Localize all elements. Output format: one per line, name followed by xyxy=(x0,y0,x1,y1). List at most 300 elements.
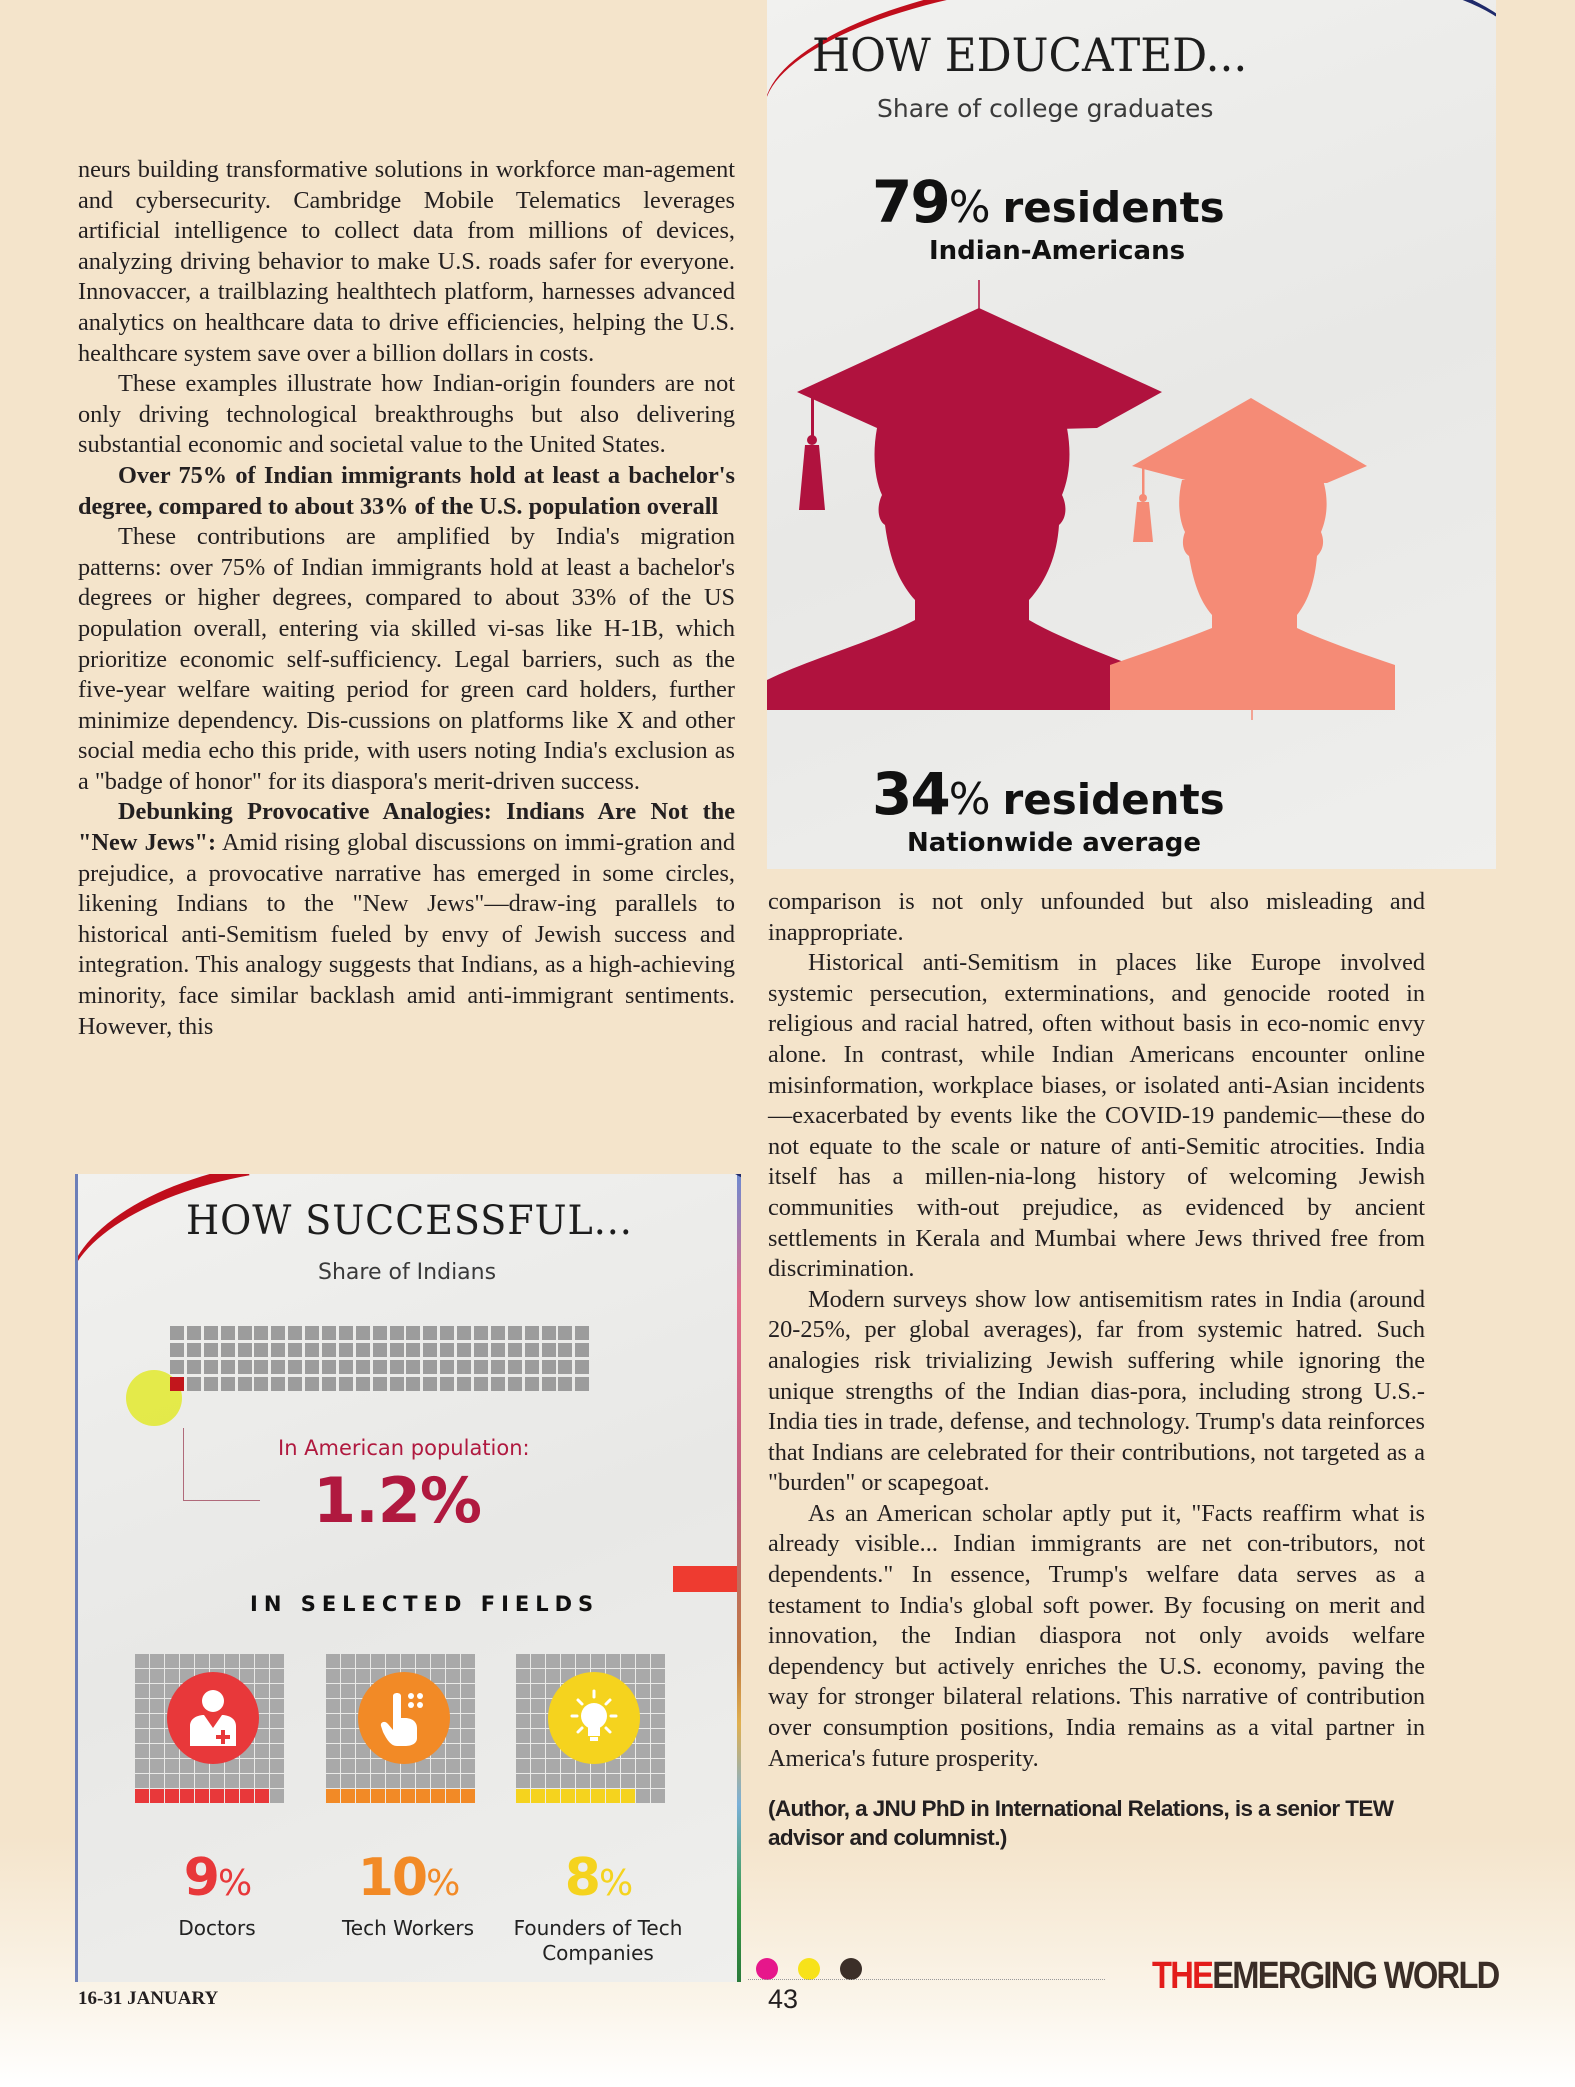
waffle-cell xyxy=(491,1343,505,1357)
grid-cell xyxy=(270,1774,284,1788)
stat-word: residents xyxy=(1002,183,1225,232)
grid-cell xyxy=(516,1789,530,1803)
grid-cell xyxy=(401,1789,415,1803)
stat-percent: % xyxy=(948,774,991,825)
grid-cell xyxy=(636,1744,650,1758)
grid-cell xyxy=(255,1684,269,1698)
grid-cell xyxy=(591,1654,605,1668)
doctor-icon xyxy=(167,1672,259,1764)
grid-cell xyxy=(150,1774,164,1788)
waffle-cell xyxy=(575,1377,589,1391)
field-tech-workers xyxy=(326,1654,490,1940)
waffle-cell xyxy=(187,1377,201,1391)
grid-cell xyxy=(135,1729,149,1743)
waffle-cell xyxy=(254,1326,268,1340)
grid-cell xyxy=(135,1669,149,1683)
waffle-cell xyxy=(575,1360,589,1374)
field-label: Doctors xyxy=(178,1916,256,1940)
grid-cell xyxy=(341,1654,355,1668)
waffle-cell xyxy=(525,1326,539,1340)
grid-cell xyxy=(240,1654,254,1668)
waffle-cell xyxy=(491,1377,505,1391)
gradient-border-decoration xyxy=(737,1174,741,1982)
grid-cell xyxy=(651,1729,665,1743)
grid-cell xyxy=(636,1789,650,1803)
field-doctors xyxy=(135,1654,299,1940)
waffle-cell xyxy=(474,1326,488,1340)
waffle-cell xyxy=(305,1360,319,1374)
grid-cell xyxy=(195,1654,209,1668)
inline-heading: Debunking Provocative Analogies: Indians Are Not the "New Jews": xyxy=(78,798,735,857)
waffle-cell xyxy=(339,1377,353,1391)
waffle-cell xyxy=(423,1377,437,1391)
waffle-cell xyxy=(542,1377,556,1391)
waffle-cell xyxy=(322,1343,336,1357)
grid-cell xyxy=(165,1759,179,1773)
field-label: Founders of Tech Companies xyxy=(513,1916,683,1965)
field-founders xyxy=(513,1654,683,1965)
grid-cell xyxy=(651,1774,665,1788)
grid-cell xyxy=(165,1669,179,1683)
waffle-cell xyxy=(356,1343,370,1357)
waffle-cell xyxy=(457,1377,471,1391)
waffle-cell xyxy=(575,1343,589,1357)
author-note: (Author, a JNU PhD in International Relations, is a senior TEW advisor and columnist.) xyxy=(768,1796,1394,1851)
grid-cell xyxy=(636,1669,650,1683)
grid-cell xyxy=(516,1669,530,1683)
waffle-cell xyxy=(271,1343,285,1357)
waffle-cell xyxy=(440,1377,454,1391)
grid-cell xyxy=(651,1714,665,1728)
grid-cell xyxy=(546,1654,560,1668)
grid-cell xyxy=(210,1789,224,1803)
paragraph: As an American scholar aptly put it, "Facts reaffirm what is already visible... Indian immigrants are net con-tributors, not dependents." In essence, Trump's welfare data serves as a testament to India's global soft power. By focusing on merit and innovation, the Indian diaspora not only avoids welfare dependency but actively enriches the U.S. economy, paving the way for stronger bilateral relations. This narrative of contribution over consumption positions, India remains as a vital partner in America's future prosperity. xyxy=(768,1499,1425,1772)
waffle-cell xyxy=(423,1360,437,1374)
small-graduate-icon xyxy=(1110,398,1395,710)
infographic-subtitle: Share of Indians xyxy=(318,1260,497,1285)
waffle-cell xyxy=(508,1326,522,1340)
grid-cell xyxy=(225,1654,239,1668)
grid-cell xyxy=(606,1654,620,1668)
waffle-cell xyxy=(238,1360,252,1374)
grid-cell xyxy=(225,1774,239,1788)
waffle-cell xyxy=(491,1360,505,1374)
stat-word: residents xyxy=(1002,775,1225,824)
waffle-cell xyxy=(322,1377,336,1391)
grid-cell xyxy=(255,1654,269,1668)
grid-cell xyxy=(431,1789,445,1803)
paragraph: These examples illustrate how Indian-origin founders are not only driving technological breakthroughs but also delivering substantial economic and societal value to the United States. xyxy=(78,370,735,459)
page-number: 43 xyxy=(768,1984,799,2014)
waffle-cell xyxy=(204,1326,218,1340)
waffle-cell xyxy=(356,1377,370,1391)
grid-cell xyxy=(531,1759,545,1773)
grid-cell xyxy=(531,1669,545,1683)
stat-indian-americans xyxy=(872,168,1225,236)
waffle-cell xyxy=(558,1360,572,1374)
grid-cell xyxy=(356,1789,370,1803)
paragraph: comparison is not only unfounded but also misleading and inappropriate. xyxy=(768,888,1425,946)
grid-cell xyxy=(341,1714,355,1728)
grid-cell xyxy=(326,1759,340,1773)
grid-cell xyxy=(326,1789,340,1803)
infographic-how-successful xyxy=(75,1174,741,1982)
waffle-cell xyxy=(187,1360,201,1374)
grid-cell xyxy=(135,1744,149,1758)
grid-cell xyxy=(356,1759,370,1773)
article-left-column xyxy=(78,155,735,1042)
grid-cell xyxy=(431,1669,445,1683)
grid-cell xyxy=(270,1714,284,1728)
grid-cell xyxy=(446,1684,460,1698)
grid-cell xyxy=(461,1759,475,1773)
grid-cell xyxy=(240,1774,254,1788)
waffle-cell xyxy=(238,1343,252,1357)
waffle-cell xyxy=(406,1326,420,1340)
grid-cell xyxy=(326,1744,340,1758)
waffle-cell xyxy=(457,1343,471,1357)
grid-cell xyxy=(270,1669,284,1683)
grid-cell xyxy=(561,1789,575,1803)
grid-cell xyxy=(461,1684,475,1698)
grid-cell xyxy=(516,1699,530,1713)
waffle-cell xyxy=(170,1360,184,1374)
grid-cell xyxy=(651,1684,665,1698)
grid-cell xyxy=(531,1714,545,1728)
grid-cell xyxy=(135,1699,149,1713)
grid-cell xyxy=(431,1759,445,1773)
grid-cell xyxy=(531,1789,545,1803)
grid-cell xyxy=(341,1789,355,1803)
grid-cell xyxy=(401,1654,415,1668)
waffle-cell xyxy=(373,1377,387,1391)
waffle-cell xyxy=(525,1343,539,1357)
waffle-cell xyxy=(525,1377,539,1391)
grid-cell xyxy=(651,1699,665,1713)
grid-cell xyxy=(386,1789,400,1803)
grid-cell xyxy=(651,1669,665,1683)
grid-cell xyxy=(326,1729,340,1743)
grid-cell xyxy=(371,1774,385,1788)
waffle-cell xyxy=(474,1377,488,1391)
grid-cell xyxy=(461,1744,475,1758)
grid-cell xyxy=(135,1759,149,1773)
waffle-cell xyxy=(187,1326,201,1340)
grid-cell xyxy=(516,1729,530,1743)
grid-cell xyxy=(531,1684,545,1698)
waffle-cell xyxy=(170,1343,184,1357)
grid-cell xyxy=(461,1789,475,1803)
field-label: Tech Workers xyxy=(341,1916,475,1940)
grid-cell xyxy=(165,1654,179,1668)
grid-cell xyxy=(621,1789,635,1803)
waffle-cell xyxy=(170,1326,184,1340)
waffle-cell xyxy=(305,1343,319,1357)
grid-cell xyxy=(516,1744,530,1758)
grid-cell xyxy=(546,1789,560,1803)
grid-cell xyxy=(636,1654,650,1668)
grid-cell xyxy=(270,1654,284,1668)
grid-cell xyxy=(636,1684,650,1698)
grid-cell xyxy=(150,1684,164,1698)
waffle-cell xyxy=(254,1360,268,1374)
grid-cell xyxy=(416,1789,430,1803)
issue-date: 16-31 JANUARY xyxy=(78,1988,219,2009)
waffle-cell xyxy=(406,1343,420,1357)
graduate-silhouettes-icon xyxy=(767,280,1496,720)
grid-cell xyxy=(270,1729,284,1743)
tap-icon xyxy=(358,1672,450,1764)
waffle-cell xyxy=(271,1326,285,1340)
grid-cell xyxy=(516,1759,530,1773)
grid-cell xyxy=(341,1729,355,1743)
grid-cell xyxy=(341,1774,355,1788)
grid-cell xyxy=(431,1774,445,1788)
grid-cell xyxy=(356,1669,370,1683)
waffle-cell xyxy=(288,1377,302,1391)
grid-cell xyxy=(546,1669,560,1683)
waffle-cell xyxy=(170,1377,184,1391)
grid-cell xyxy=(270,1744,284,1758)
paragraph-debunk xyxy=(78,797,735,1042)
grid-cell xyxy=(150,1714,164,1728)
grid-cell xyxy=(651,1759,665,1773)
grid-cell xyxy=(135,1774,149,1788)
grid-cell xyxy=(195,1789,209,1803)
grid-cell xyxy=(225,1789,239,1803)
grid-cell xyxy=(240,1759,254,1773)
waffle-cell xyxy=(305,1326,319,1340)
callout-line xyxy=(183,1428,260,1501)
waffle-cell xyxy=(339,1360,353,1374)
waffle-cell xyxy=(406,1377,420,1391)
grid-cell xyxy=(326,1684,340,1698)
grid-cell xyxy=(516,1684,530,1698)
waffle-cell xyxy=(440,1326,454,1340)
grid-cell xyxy=(341,1669,355,1683)
grid-cell xyxy=(135,1789,149,1803)
grid-cell xyxy=(651,1654,665,1668)
waffle-cell xyxy=(491,1326,505,1340)
waffle-cell xyxy=(221,1377,235,1391)
stat-percent: % xyxy=(948,182,991,233)
waffle-cell xyxy=(254,1343,268,1357)
waffle-cell xyxy=(204,1360,218,1374)
grid-cell xyxy=(270,1789,284,1803)
grid-cell xyxy=(210,1774,224,1788)
grid-cell xyxy=(461,1729,475,1743)
grid-cell xyxy=(546,1759,560,1773)
brand-logo xyxy=(1152,1955,1499,1998)
waffle-cell xyxy=(390,1360,404,1374)
grid-cell xyxy=(461,1714,475,1728)
paragraph-text: Amid rising global discussions on immi-gration and prejudice, a provocative narrative has emerged in some circles, likening Indians to the "New Jews"—draw-ing parallels to historical anti-Semitism fueled by envy of Jewish success and integration. This analogy suggests that Indians, as a high-achieving minority, face similar backlash amid anti-immigrant sentiments. However, this xyxy=(78,829,735,1040)
waffle-cell xyxy=(508,1360,522,1374)
grid-cell xyxy=(150,1744,164,1758)
large-graduate-icon xyxy=(767,308,1167,710)
paragraph: Modern surveys show low antisemitism rates in India (around 20-25%, per global averages), far from systemic hatred. Such analogies risk trivializing Jewish suffering while ignoring the unique strengths of the Indian dias-pora, including strong U.S.-India ties in trade, defense, and technology. Trump's data reinforces that Indians are celebrated for their contributions, not targeted as a "burden" or scapegoat. xyxy=(768,1285,1425,1497)
grid-cell xyxy=(561,1759,575,1773)
grid-cell xyxy=(446,1654,460,1668)
waffle-cell xyxy=(373,1360,387,1374)
waffle-cell xyxy=(440,1360,454,1374)
yellow-dot-icon xyxy=(798,1958,820,1980)
lightbulb-icon xyxy=(548,1672,640,1764)
grid-cell xyxy=(150,1699,164,1713)
grid-cell xyxy=(326,1669,340,1683)
grid-cell xyxy=(446,1744,460,1758)
grid-cell xyxy=(461,1669,475,1683)
grid-cell xyxy=(606,1789,620,1803)
grid-cell xyxy=(341,1699,355,1713)
grid-cell xyxy=(461,1699,475,1713)
grid-cell xyxy=(135,1654,149,1668)
waffle-cell xyxy=(305,1377,319,1391)
waffle-cell xyxy=(575,1326,589,1340)
infographic-title: HOW SUCCESSFUL... xyxy=(186,1198,633,1244)
paragraph: neurs building transformative solutions in workforce man-agement and cybersecurity. Cambridge Mobile Telematics leverages artificial intelligence to collect data from millions of devices, analyzing driving behavior to make U.S. roads safer for everyone. Innovaccer, a trailblazing healthtech platform, harnesses advanced analytics on healthcare data to drive efficiencies, helping the U.S. healthcare system save over a billion dollars in costs. xyxy=(78,156,735,367)
waffle-cell xyxy=(558,1326,572,1340)
waffle-cell xyxy=(390,1377,404,1391)
grid-cell xyxy=(446,1789,460,1803)
population-label: In American population: xyxy=(278,1436,530,1460)
waffle-cell xyxy=(423,1326,437,1340)
field-percent: 8% xyxy=(564,1848,632,1908)
waffle-cell xyxy=(373,1343,387,1357)
grid-cell xyxy=(270,1699,284,1713)
grid-cell xyxy=(386,1654,400,1668)
waffle-cell xyxy=(322,1360,336,1374)
grid-cell xyxy=(341,1684,355,1698)
grid-cell xyxy=(341,1744,355,1758)
waffle-cell xyxy=(238,1377,252,1391)
grid-cell xyxy=(591,1774,605,1788)
grid-cell xyxy=(180,1789,194,1803)
waffle-cell xyxy=(356,1360,370,1374)
infographic-title: HOW EDUCATED... xyxy=(812,28,1248,82)
grid-cell xyxy=(446,1774,460,1788)
waffle-cell xyxy=(558,1343,572,1357)
grid-cell xyxy=(255,1669,269,1683)
grid-cell xyxy=(195,1774,209,1788)
waffle-cell xyxy=(238,1326,252,1340)
grid-cell xyxy=(651,1744,665,1758)
waffle-cell xyxy=(542,1360,556,1374)
magenta-dot-icon xyxy=(756,1958,778,1980)
grid-cell xyxy=(621,1669,635,1683)
grid-cell xyxy=(621,1654,635,1668)
grid-cell xyxy=(150,1789,164,1803)
footer-rule xyxy=(748,1979,1105,1980)
grid-cell xyxy=(255,1744,269,1758)
grid-cell xyxy=(446,1759,460,1773)
field-percent: 9% xyxy=(183,1848,251,1908)
waffle-cell xyxy=(204,1377,218,1391)
grid-cell xyxy=(636,1759,650,1773)
grid-cell xyxy=(150,1759,164,1773)
grid-cell xyxy=(461,1654,475,1668)
waffle-cell xyxy=(254,1377,268,1391)
grid-cell xyxy=(180,1774,194,1788)
waffle-cell xyxy=(288,1343,302,1357)
grid-cell xyxy=(135,1714,149,1728)
grid-cell xyxy=(255,1774,269,1788)
paragraph: These contributions are amplified by India's migration patterns: over 75% of Indian immigrants hold at least a bachelor's degrees or higher degrees, compared to about 33% of the US population overall, entering via skilled vi-sas like H-1B, which prioritize economic self-sufficiency. Legal barriers, such as the five-year welfare waiting period for green card holders, further minimize dependency. Dis-cussions on platforms like X and other social media echo this pride, with users noting India's exclusion as a "badge of honor" for its diaspora's merit-driven success. xyxy=(78,523,735,795)
waffle-cell xyxy=(339,1326,353,1340)
grid-cell xyxy=(576,1654,590,1668)
waffle-cell xyxy=(525,1360,539,1374)
stat-nationwide xyxy=(872,760,1225,828)
population-value: 1.2% xyxy=(313,1464,481,1537)
grid-cell xyxy=(621,1759,635,1773)
brand-name: EMERGING WORLD xyxy=(1212,1955,1499,1997)
fields-heading: IN SELECTED FIELDS xyxy=(250,1592,600,1616)
waffle-cell xyxy=(558,1377,572,1391)
waffle-cell xyxy=(187,1343,201,1357)
grid-cell xyxy=(531,1729,545,1743)
paragraph: Historical anti-Semitism in places like Europe involved systemic persecution, exterminations, and genocide rooted in religious and racial hatred, often without basis in eco-nomic envy alone. In contrast, while Indian Americans encounter online misinformation, workplace biases, or isolated anti-Asian incidents—exacerbated by events like the COVID-19 pandemic—these do not equate to the scale or nature of anti-Semitic atrocities. India itself has a millen-nia-long history of welcoming Jewish communities with-out prejudice, as evidenced by ancient settlements in Kerala and Mumbai where Jews thrived free from discrimination. xyxy=(768,949,1425,1283)
grid-cell xyxy=(416,1774,430,1788)
grid-cell xyxy=(416,1654,430,1668)
stat-number: 79 xyxy=(872,168,949,236)
waffle-cell xyxy=(390,1343,404,1357)
grid-cell xyxy=(135,1684,149,1698)
grid-cell xyxy=(461,1774,475,1788)
grid-cell xyxy=(561,1654,575,1668)
waffle-cell xyxy=(221,1326,235,1340)
grid-cell xyxy=(576,1789,590,1803)
waffle-cell xyxy=(440,1343,454,1357)
population-waffle-grid xyxy=(170,1326,589,1391)
brand-the: THE xyxy=(1152,1955,1213,1997)
stat-number: 34 xyxy=(872,760,949,828)
waffle-cell xyxy=(474,1360,488,1374)
waffle-cell xyxy=(406,1360,420,1374)
stat-label: Nationwide average xyxy=(907,828,1201,858)
waffle-cell xyxy=(457,1326,471,1340)
field-percent: 10% xyxy=(357,1848,459,1908)
grid-cell xyxy=(531,1744,545,1758)
grid-cell xyxy=(401,1774,415,1788)
waffle-cell xyxy=(474,1343,488,1357)
infographic-how-educated xyxy=(767,0,1496,869)
grid-cell xyxy=(255,1789,269,1803)
grid-cell xyxy=(270,1759,284,1773)
grid-cell xyxy=(606,1774,620,1788)
waffle-cell xyxy=(457,1360,471,1374)
subheading: Over 75% of Indian immigrants hold at least a bachelor's degree, compared to about 33% of the U.S. population overall xyxy=(78,461,735,520)
grid-cell xyxy=(240,1789,254,1803)
grid-cell xyxy=(546,1774,560,1788)
grid-cell xyxy=(516,1654,530,1668)
grid-cell xyxy=(240,1669,254,1683)
grid-cell xyxy=(326,1654,340,1668)
blue-swoosh-decoration xyxy=(1246,0,1496,57)
grid-cell xyxy=(165,1774,179,1788)
waffle-cell xyxy=(356,1326,370,1340)
grid-cell xyxy=(561,1774,575,1788)
waffle-cell xyxy=(508,1343,522,1357)
grid-cell xyxy=(371,1759,385,1773)
waffle-cell xyxy=(542,1326,556,1340)
grid-cell xyxy=(326,1714,340,1728)
grid-cell xyxy=(531,1699,545,1713)
grid-cell xyxy=(371,1789,385,1803)
red-tab-decoration xyxy=(673,1566,737,1592)
grid-cell xyxy=(651,1789,665,1803)
waffle-cell xyxy=(288,1360,302,1374)
grid-cell xyxy=(165,1789,179,1803)
